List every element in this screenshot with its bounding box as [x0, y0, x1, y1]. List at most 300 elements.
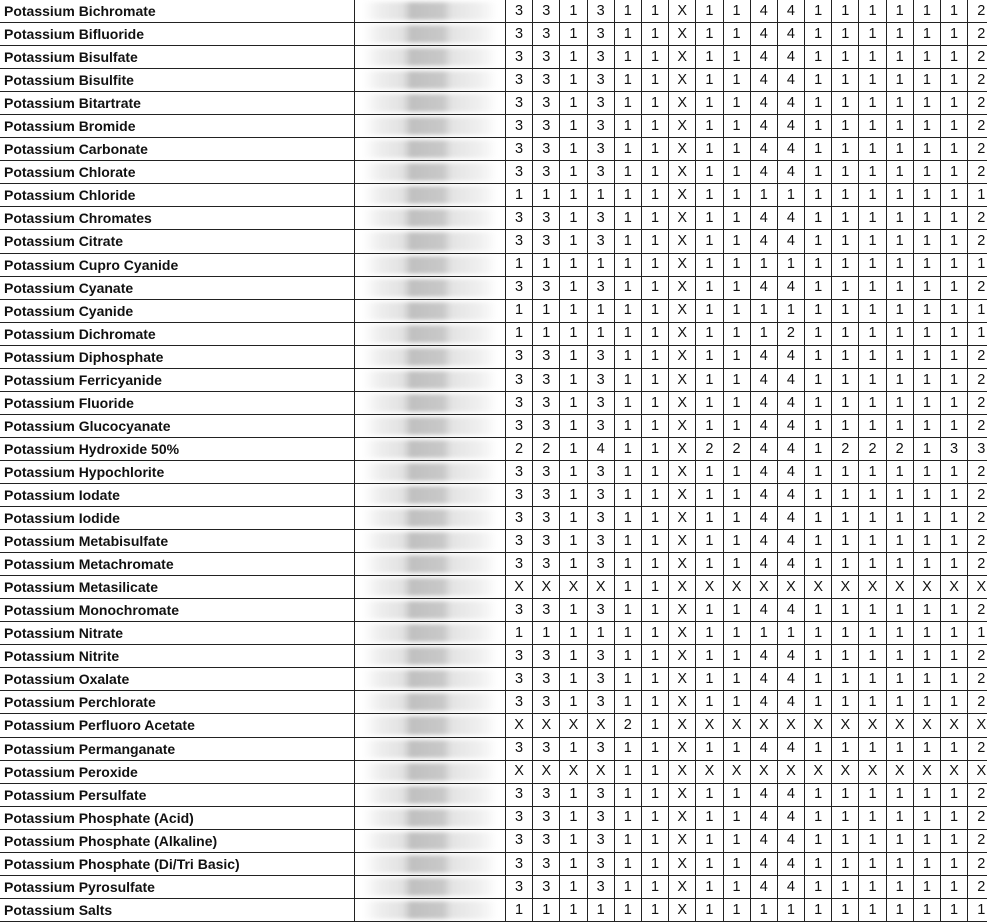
redaction-blur [363, 186, 497, 204]
rating-cell: 4 [750, 414, 777, 437]
rating-cell: X [669, 829, 696, 852]
redaction-blur [363, 486, 497, 504]
rating-cell: 1 [859, 507, 886, 530]
rating-cell: X [805, 714, 832, 737]
rating-cell: 1 [913, 530, 940, 553]
table-row [0, 576, 987, 599]
chemical-name: Potassium Metabisulfate [0, 530, 355, 553]
rating-cell: 1 [886, 368, 913, 391]
redaction-blur [363, 71, 497, 89]
rating-cell: 4 [777, 483, 804, 506]
rating-cell: 1 [641, 829, 668, 852]
rating-cell: 1 [913, 138, 940, 161]
rating-cell: 1 [859, 553, 886, 576]
rating-cell: 1 [614, 299, 641, 322]
rating-cell: 3 [506, 829, 533, 852]
table-row [0, 483, 987, 506]
rating-cell: 3 [587, 414, 614, 437]
rating-cell: X [506, 760, 533, 783]
rating-cell: 1 [614, 345, 641, 368]
rating-cell: 1 [941, 23, 968, 46]
rating-cell: 1 [641, 92, 668, 115]
rating-cell: 1 [805, 898, 832, 921]
rating-cell: 1 [723, 161, 750, 184]
table-row [0, 115, 987, 138]
rating-cell: 1 [560, 368, 587, 391]
rating-cell: X [587, 760, 614, 783]
redacted-cell [355, 414, 506, 437]
rating-cell: 1 [696, 829, 723, 852]
rating-cell: X [669, 507, 696, 530]
rating-cell: 1 [560, 299, 587, 322]
rating-cell: 2 [968, 23, 987, 46]
rating-cell: 2 [886, 437, 913, 460]
rating-cell: 1 [614, 737, 641, 760]
rating-cell: 3 [587, 368, 614, 391]
rating-cell: 1 [641, 553, 668, 576]
redacted-cell [355, 737, 506, 760]
rating-cell: X [533, 760, 560, 783]
rating-cell: 1 [614, 483, 641, 506]
rating-cell: 1 [832, 299, 859, 322]
rating-cell: 1 [832, 69, 859, 92]
rating-cell: 1 [832, 622, 859, 645]
rating-cell: 1 [941, 368, 968, 391]
rating-cell: 1 [805, 253, 832, 276]
rating-cell: 3 [587, 483, 614, 506]
rating-cell: X [859, 760, 886, 783]
rating-cell: 1 [913, 115, 940, 138]
table-row [0, 875, 987, 898]
rating-cell: 1 [750, 299, 777, 322]
rating-cell: 1 [886, 530, 913, 553]
rating-cell: 1 [641, 875, 668, 898]
rating-cell: 1 [614, 368, 641, 391]
redaction-blur [363, 325, 497, 343]
rating-cell: 1 [913, 230, 940, 253]
rating-cell: 1 [832, 783, 859, 806]
rating-cell: 4 [777, 230, 804, 253]
rating-cell: 1 [560, 253, 587, 276]
rating-cell: 4 [777, 391, 804, 414]
rating-cell: X [669, 668, 696, 691]
rating-cell: 1 [832, 507, 859, 530]
rating-cell: 4 [750, 391, 777, 414]
rating-cell: 1 [587, 253, 614, 276]
rating-cell: 1 [641, 668, 668, 691]
rating-cell: 4 [777, 437, 804, 460]
rating-cell: 1 [533, 184, 560, 207]
table-row [0, 829, 987, 852]
rating-cell: 1 [723, 345, 750, 368]
chemical-name: Potassium Ferricyanide [0, 368, 355, 391]
rating-cell: 1 [614, 530, 641, 553]
table-row [0, 276, 987, 299]
rating-cell: 1 [913, 184, 940, 207]
rating-cell: 1 [723, 207, 750, 230]
chemical-name: Potassium Bitartrate [0, 92, 355, 115]
rating-cell: 1 [777, 253, 804, 276]
rating-cell: 1 [641, 46, 668, 69]
rating-cell: 1 [913, 829, 940, 852]
rating-cell: X [669, 783, 696, 806]
rating-cell: 2 [968, 368, 987, 391]
rating-cell: 3 [587, 0, 614, 23]
chemical-name: Potassium Fluoride [0, 391, 355, 414]
rating-cell: 1 [641, 0, 668, 23]
rating-cell: X [587, 714, 614, 737]
rating-cell: 1 [641, 115, 668, 138]
rating-cell: X [669, 437, 696, 460]
rating-cell: X [723, 576, 750, 599]
redacted-cell [355, 184, 506, 207]
redacted-cell [355, 645, 506, 668]
rating-cell: 1 [560, 23, 587, 46]
rating-cell: 2 [968, 0, 987, 23]
rating-cell: 1 [696, 806, 723, 829]
rating-cell: 1 [560, 783, 587, 806]
redaction-blur [363, 417, 497, 435]
rating-cell: 3 [968, 437, 987, 460]
rating-cell: 4 [777, 368, 804, 391]
rating-cell: X [696, 714, 723, 737]
rating-cell: 1 [696, 668, 723, 691]
rating-cell: X [777, 576, 804, 599]
rating-cell: 2 [533, 437, 560, 460]
rating-cell: 4 [777, 115, 804, 138]
chemical-name: Potassium Persulfate [0, 783, 355, 806]
redaction-blur [363, 256, 497, 274]
rating-cell: 1 [886, 184, 913, 207]
rating-cell: 1 [913, 460, 940, 483]
rating-cell: 1 [696, 898, 723, 921]
rating-cell: X [560, 714, 587, 737]
rating-cell: 1 [886, 806, 913, 829]
rating-cell: 1 [696, 691, 723, 714]
rating-cell: X [777, 714, 804, 737]
chemical-name: Potassium Cupro Cyanide [0, 253, 355, 276]
rating-cell: X [669, 46, 696, 69]
table-row [0, 737, 987, 760]
table-row [0, 645, 987, 668]
rating-cell: 3 [533, 875, 560, 898]
rating-cell: 1 [641, 345, 668, 368]
rating-cell: 1 [805, 875, 832, 898]
table-row [0, 460, 987, 483]
rating-cell: 4 [750, 207, 777, 230]
rating-cell: 1 [696, 599, 723, 622]
redacted-cell [355, 138, 506, 161]
table-row [0, 207, 987, 230]
rating-cell: 1 [913, 391, 940, 414]
rating-cell: 3 [533, 691, 560, 714]
rating-cell: 4 [777, 806, 804, 829]
rating-cell: 1 [723, 875, 750, 898]
rating-cell: 1 [723, 737, 750, 760]
rating-cell: 1 [805, 46, 832, 69]
rating-cell: 4 [750, 161, 777, 184]
redacted-cell [355, 760, 506, 783]
rating-cell: X [669, 414, 696, 437]
redaction-blur [363, 348, 497, 366]
rating-cell: 3 [506, 230, 533, 253]
rating-cell: 1 [641, 161, 668, 184]
redaction-blur [363, 25, 497, 43]
redacted-cell [355, 23, 506, 46]
rating-cell: 1 [913, 553, 940, 576]
redaction-blur [363, 555, 497, 573]
rating-cell: 3 [533, 553, 560, 576]
rating-cell: 1 [859, 806, 886, 829]
rating-cell: X [859, 576, 886, 599]
rating-cell: 1 [886, 668, 913, 691]
rating-cell: X [941, 576, 968, 599]
rating-cell: 1 [859, 691, 886, 714]
rating-cell: X [968, 576, 987, 599]
redaction-blur [363, 48, 497, 66]
rating-cell: 1 [641, 806, 668, 829]
rating-cell: 1 [941, 737, 968, 760]
rating-cell: 1 [913, 299, 940, 322]
rating-cell: 1 [614, 829, 641, 852]
rating-cell: 3 [587, 23, 614, 46]
redacted-cell [355, 253, 506, 276]
rating-cell: 1 [533, 322, 560, 345]
rating-cell: 1 [832, 806, 859, 829]
rating-cell: 2 [968, 645, 987, 668]
rating-cell: 1 [805, 737, 832, 760]
rating-cell: 1 [696, 23, 723, 46]
rating-cell: 3 [587, 345, 614, 368]
rating-cell: 3 [506, 46, 533, 69]
rating-cell: 4 [777, 46, 804, 69]
redaction-blur [363, 509, 497, 527]
redacted-cell [355, 460, 506, 483]
rating-cell: 1 [614, 691, 641, 714]
table-row [0, 691, 987, 714]
rating-cell: 1 [832, 460, 859, 483]
rating-cell: 1 [805, 553, 832, 576]
rating-cell: 4 [587, 437, 614, 460]
rating-cell: 3 [506, 599, 533, 622]
rating-cell: 1 [696, 230, 723, 253]
rating-cell: 1 [641, 23, 668, 46]
rating-cell: 1 [913, 46, 940, 69]
rating-cell: 1 [941, 622, 968, 645]
rating-cell: 1 [832, 852, 859, 875]
rating-cell: 1 [723, 299, 750, 322]
rating-cell: 1 [560, 138, 587, 161]
rating-cell: 1 [886, 115, 913, 138]
rating-cell: 3 [587, 737, 614, 760]
rating-cell: 1 [614, 645, 641, 668]
table-row [0, 668, 987, 691]
rating-cell: 1 [886, 69, 913, 92]
rating-cell: 1 [886, 138, 913, 161]
rating-cell: 1 [913, 0, 940, 23]
rating-cell: 1 [614, 391, 641, 414]
rating-cell: 3 [506, 161, 533, 184]
table-row [0, 161, 987, 184]
rating-cell: 1 [913, 507, 940, 530]
rating-cell: 1 [723, 253, 750, 276]
rating-cell: 1 [832, 276, 859, 299]
rating-cell: 3 [587, 276, 614, 299]
rating-cell: 2 [968, 92, 987, 115]
rating-cell: 4 [750, 668, 777, 691]
redacted-cell [355, 115, 506, 138]
rating-cell: 1 [941, 299, 968, 322]
redaction-blur [363, 647, 497, 665]
rating-cell: 1 [968, 253, 987, 276]
rating-cell: 3 [533, 276, 560, 299]
rating-cell: 1 [587, 184, 614, 207]
chemical-name: Potassium Carbonate [0, 138, 355, 161]
rating-cell: 1 [941, 898, 968, 921]
rating-cell: 1 [941, 691, 968, 714]
rating-cell: 1 [886, 0, 913, 23]
rating-cell: 3 [533, 161, 560, 184]
rating-cell: 1 [805, 322, 832, 345]
rating-cell: 2 [968, 115, 987, 138]
redacted-cell [355, 391, 506, 414]
redacted-cell [355, 599, 506, 622]
rating-cell: 1 [723, 230, 750, 253]
rating-cell: 4 [777, 276, 804, 299]
rating-cell: 2 [968, 806, 987, 829]
rating-cell: 1 [641, 391, 668, 414]
rating-cell: 3 [533, 737, 560, 760]
chemical-name: Potassium Chloride [0, 184, 355, 207]
rating-cell: 3 [533, 23, 560, 46]
rating-cell: 3 [506, 645, 533, 668]
rating-cell: 1 [696, 391, 723, 414]
rating-cell: 1 [696, 530, 723, 553]
rating-cell: 1 [941, 92, 968, 115]
rating-cell: 1 [614, 898, 641, 921]
chemical-name: Potassium Nitrate [0, 622, 355, 645]
rating-cell: 1 [614, 622, 641, 645]
chemical-name: Potassium Monochromate [0, 599, 355, 622]
rating-cell: X [669, 806, 696, 829]
rating-cell: X [533, 576, 560, 599]
rating-cell: X [886, 576, 913, 599]
rating-cell: 4 [750, 507, 777, 530]
rating-cell: 1 [832, 553, 859, 576]
rating-cell: 1 [941, 322, 968, 345]
rating-cell: 1 [886, 276, 913, 299]
rating-cell: 1 [614, 184, 641, 207]
rating-cell: 1 [832, 898, 859, 921]
rating-cell: 1 [859, 345, 886, 368]
rating-cell: X [941, 714, 968, 737]
rating-cell: 4 [777, 875, 804, 898]
redacted-cell [355, 276, 506, 299]
rating-cell: 1 [832, 737, 859, 760]
rating-cell: 1 [641, 299, 668, 322]
rating-cell: 1 [859, 530, 886, 553]
rating-cell: 1 [750, 898, 777, 921]
rating-cell: 1 [696, 0, 723, 23]
rating-cell: 1 [641, 714, 668, 737]
rating-cell: 1 [641, 253, 668, 276]
rating-cell: 2 [859, 437, 886, 460]
rating-cell: 1 [832, 184, 859, 207]
rating-cell: 1 [696, 875, 723, 898]
redaction-blur [363, 371, 497, 389]
table-row [0, 553, 987, 576]
rating-cell: 4 [750, 829, 777, 852]
rating-cell: 1 [886, 207, 913, 230]
rating-cell: 1 [696, 414, 723, 437]
rating-cell: 3 [506, 806, 533, 829]
rating-cell: 1 [696, 737, 723, 760]
rating-cell: X [832, 714, 859, 737]
rating-cell: 1 [696, 783, 723, 806]
rating-cell: 1 [913, 161, 940, 184]
rating-cell: 1 [587, 622, 614, 645]
rating-cell: 2 [968, 599, 987, 622]
rating-cell: 3 [587, 69, 614, 92]
rating-cell: 3 [587, 691, 614, 714]
table-row [0, 345, 987, 368]
rating-cell: 1 [696, 115, 723, 138]
rating-cell: 1 [941, 483, 968, 506]
redacted-cell [355, 553, 506, 576]
rating-cell: 3 [587, 829, 614, 852]
rating-cell: 1 [641, 69, 668, 92]
rating-cell: 2 [968, 161, 987, 184]
rating-cell: 1 [805, 184, 832, 207]
table-row [0, 806, 987, 829]
rating-cell: 1 [886, 322, 913, 345]
rating-cell: 2 [968, 207, 987, 230]
rating-cell: 1 [805, 161, 832, 184]
table-row [0, 23, 987, 46]
chemical-name: Potassium Bifluoride [0, 23, 355, 46]
rating-cell: 1 [805, 115, 832, 138]
rating-cell: 1 [941, 345, 968, 368]
rating-cell: 1 [723, 622, 750, 645]
rating-cell: 1 [560, 875, 587, 898]
rating-cell: 1 [641, 460, 668, 483]
rating-cell: 4 [777, 161, 804, 184]
rating-cell: 1 [941, 138, 968, 161]
rating-cell: 1 [832, 691, 859, 714]
rating-cell: 1 [805, 391, 832, 414]
rating-cell: 1 [859, 0, 886, 23]
rating-cell: 1 [723, 645, 750, 668]
rating-cell: 4 [777, 599, 804, 622]
rating-cell: 1 [968, 184, 987, 207]
rating-cell: 3 [533, 414, 560, 437]
rating-cell: 3 [587, 460, 614, 483]
redaction-blur [363, 786, 497, 804]
rating-cell: X [669, 460, 696, 483]
rating-cell: 1 [641, 760, 668, 783]
rating-cell: X [533, 714, 560, 737]
rating-cell: X [913, 760, 940, 783]
rating-cell: 1 [941, 460, 968, 483]
rating-cell: 1 [506, 184, 533, 207]
rating-cell: 1 [533, 622, 560, 645]
chemical-name: Potassium Glucocyanate [0, 414, 355, 437]
rating-cell: 2 [968, 69, 987, 92]
rating-cell: 3 [506, 276, 533, 299]
chemical-name: Potassium Chlorate [0, 161, 355, 184]
table-row [0, 69, 987, 92]
rating-cell: 1 [560, 345, 587, 368]
